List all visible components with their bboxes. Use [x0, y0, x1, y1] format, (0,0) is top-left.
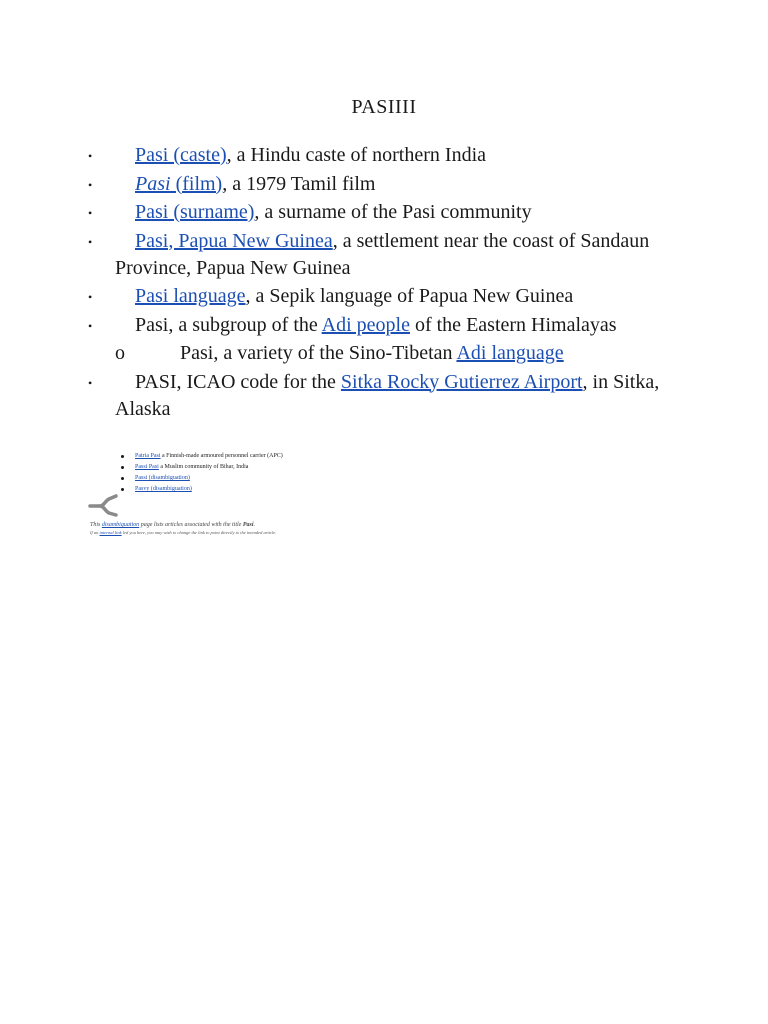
link-adi-people[interactable]: Adi people: [321, 313, 410, 336]
related-list: [117, 451, 283, 495]
link-pasi-film-text: (film): [170, 172, 223, 195]
link-pasi-papua-new-guinea[interactable]: Pasi, Papua New Guinea: [135, 229, 333, 252]
disambiguation-note: [90, 520, 255, 530]
list-item: [88, 312, 688, 339]
list-item: [117, 451, 283, 462]
list-item-text: Pasi, a subgroup of the: [135, 313, 322, 336]
list-item: [88, 199, 688, 226]
list-item: [88, 171, 688, 198]
note-text: If an: [90, 530, 100, 535]
disambiguation-icon: [88, 493, 120, 517]
bullet-icon: •: [88, 318, 93, 333]
link-sitka-airport[interactable]: Sitka Rocky Gutierrez Airport: [340, 370, 583, 393]
bullet-icon: •: [88, 375, 93, 390]
list-item-sub: [88, 340, 688, 367]
note-text: .: [253, 522, 256, 528]
list-item: [88, 142, 688, 169]
link-disambiguation[interactable]: disambiguation: [101, 522, 140, 528]
list-item-text: , a surname of the Pasi community: [254, 201, 532, 223]
page-title: PASIIII: [351, 96, 417, 118]
internal-link-note: [90, 530, 276, 535]
list-item: [117, 462, 283, 473]
link-pasi-film-italic: Pasi: [135, 172, 171, 195]
link-pasi-film[interactable]: [135, 173, 222, 195]
link-patria-pasi[interactable]: Patria Pasi: [135, 453, 161, 459]
link-pasi-surname[interactable]: Pasi (surname): [135, 201, 255, 223]
bullet-icon: •: [88, 290, 93, 304]
list-item-text: , a settlement near the coast of Sandaun Province, Papua New Guinea: [115, 229, 650, 279]
link-passi-disambiguation[interactable]: Passi (disambiguation): [135, 475, 190, 481]
link-internal-link[interactable]: internal link: [99, 530, 122, 535]
bullet-icon: •: [88, 149, 93, 163]
sub-bullet-icon: o: [115, 342, 125, 364]
note-text: led you here, you may wish to change the link to point directly to the intended article.: [121, 530, 277, 535]
link-pasi-caste[interactable]: Pasi (caste): [135, 144, 227, 166]
list-item-text: , a 1979 Tamil film: [222, 172, 376, 195]
link-pasvy-disambiguation[interactable]: Pasvy (disambiguation): [135, 486, 192, 492]
note-text: This: [90, 522, 102, 528]
link-adi-language[interactable]: Adi language: [456, 342, 564, 364]
list-item-text: Pasi, a variety of the Sino-Tibetan: [180, 342, 457, 364]
link-pasi-language[interactable]: Pasi language: [135, 285, 246, 307]
list-item: [117, 484, 283, 495]
list-item: [117, 473, 283, 484]
list-item-text: , in Sitka, Alaska: [115, 370, 660, 420]
list-item: [88, 228, 688, 282]
list-item: [88, 369, 688, 423]
list-item-text: , a Hindu caste of northern India: [226, 144, 486, 166]
list-item-text: of the Eastern Himalayas: [409, 313, 617, 336]
list-item-text: PASI, ICAO code for the: [135, 370, 341, 393]
list-item: [88, 283, 688, 310]
list-item-text: , a Sepik language of Papua New Guinea: [245, 285, 574, 307]
note-text: page lists articles associated with the title: [139, 522, 243, 528]
note-term: Pasi: [242, 522, 254, 528]
bullet-icon: •: [88, 177, 93, 192]
disambiguation-list: [88, 142, 688, 424]
link-passi-pasi[interactable]: Passi Pasi: [135, 464, 159, 470]
list-item-text: a Muslim community of Bihar, India: [158, 464, 249, 470]
bullet-icon: •: [88, 206, 93, 220]
list-item-text: a Finnish-made armoured personnel carrier (APC): [160, 453, 283, 459]
bullet-icon: •: [88, 234, 93, 249]
